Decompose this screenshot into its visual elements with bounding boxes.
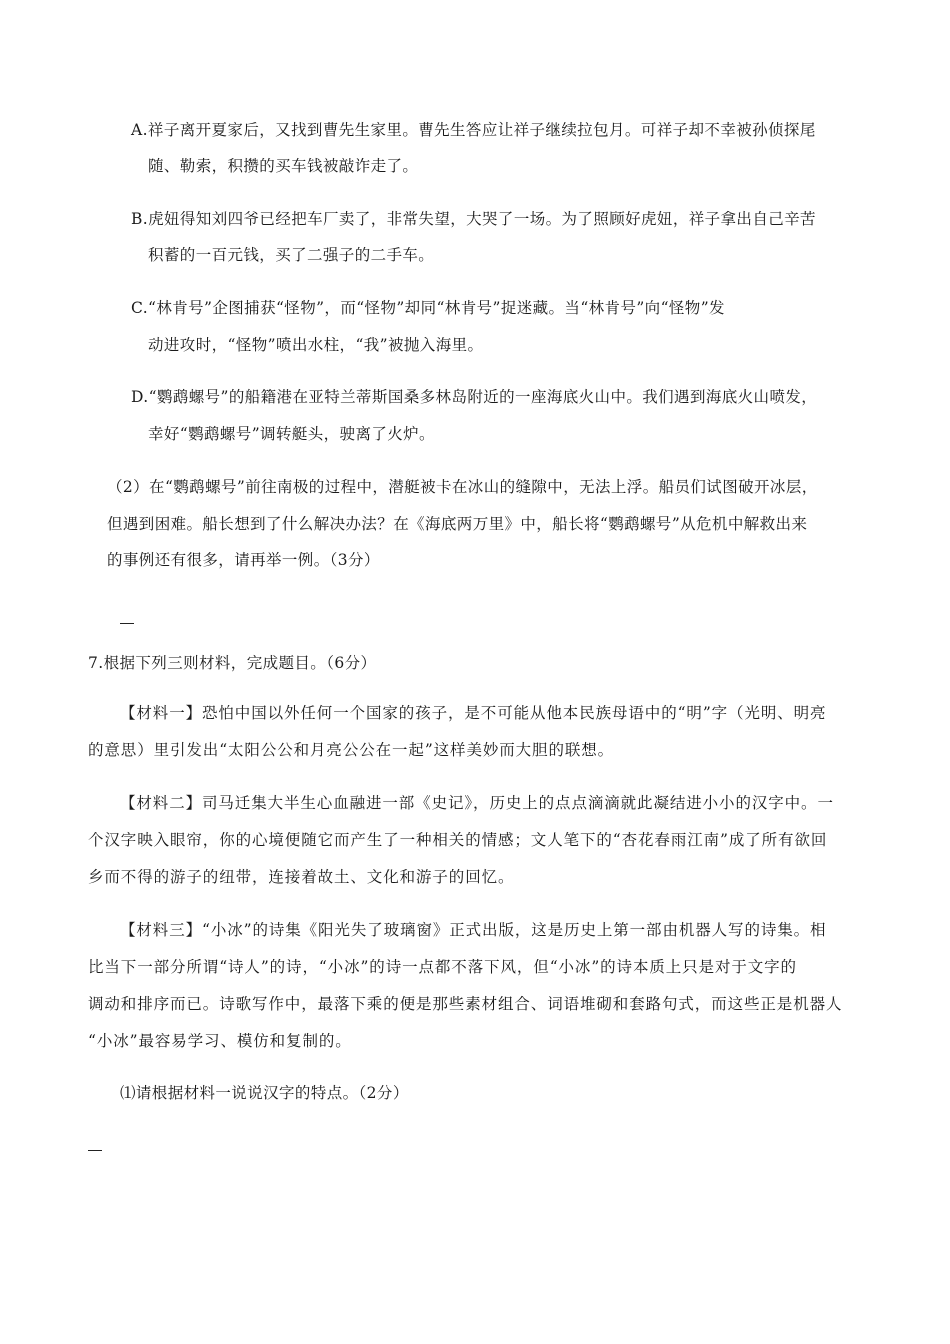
option-d-line1: D.“鹦鹉螺号”的船籍港在亚特兰蒂斯国桑多林岛附近的一座海底火山中。我们遇到海底火山喷发， bbox=[131, 388, 818, 406]
option-b-line1: B.虎妞得知刘四爷已经把车厂卖了，非常失望，大哭了一场。为了照顾好虎妞，祥子拿出自己辛苦 bbox=[131, 210, 816, 228]
material2-line2: 个汉字映入眼帘，你的心境便随它而产生了一种相关的情感；文人笔下的“杏花春雨江南”成了所有欲回 bbox=[88, 831, 828, 849]
option-c-line2: 动进攻时，“怪物”喷出水柱，“我”被抛入海里。 bbox=[148, 336, 484, 354]
material2-line3: 乡而不得的游子的纽带，连接着故土、文化和游子的回忆。 bbox=[88, 868, 515, 886]
material3-line1: 【材料三】“小冰”的诗集《阳光失了玻璃窗》正式出版，这是历史上第一部由机器人写的诗集。相 bbox=[120, 921, 827, 939]
q6-sub2-line2: 但遇到困难。船长想到了什么解决办法？在《海底两万里》中，船长将“鹦鹉螺号”从危机中解救出来 bbox=[107, 515, 808, 533]
answer-blank-q6[interactable] bbox=[120, 623, 134, 624]
material2-line1: 【材料二】司马迁集大半生心血融进一部《史记》，历史上的点点滴滴就此凝结进小小的汉字中。一 bbox=[120, 794, 834, 812]
q7-heading: 7.根据下列三则材料，完成题目。（6分） bbox=[88, 654, 377, 672]
q6-sub2-line1: （2）在“鹦鹉螺号”前往南极的过程中，潜艇被卡在冰山的缝隙中，无法上浮。船员们试图破开冰层， bbox=[107, 478, 818, 496]
option-a-line1: A.祥子离开夏家后，又找到曹先生家里。曹先生答应让祥子继续拉包月。可祥子却不幸被孙侦探尾 bbox=[131, 121, 816, 139]
material1-line2: 的意思）里引发出“太阳公公和月亮公公在一起”这样美妙而大胆的联想。 bbox=[88, 741, 615, 759]
q7-sub1: ⑴请根据材料一说说汉字的特点。（2分） bbox=[120, 1084, 409, 1102]
option-b-line2: 积蓄的一百元钱，买了二强子的二手车。 bbox=[148, 246, 435, 264]
material3-line3: 调动和排序而已。诗歌写作中，最落下乘的便是那些素材组合、词语堆砌和套路句式，而这些正是机器人 bbox=[88, 995, 843, 1013]
option-d-line2: 幸好“鹦鹉螺号”调转艇头，驶离了火炉。 bbox=[148, 425, 435, 443]
material1-line1: 【材料一】恐怕中国以外任何一个国家的孩子，是不可能从他本民族母语中的“明”字（光明、明亮 bbox=[120, 704, 827, 722]
option-c-line1: C.“林肯号”企图捕获“怪物”，而“怪物”却同“林肯号”捉迷藏。当“林肯号”向“怪物”发 bbox=[131, 299, 725, 317]
material3-line4: “小冰”最容易学习、模仿和复制的。 bbox=[88, 1032, 352, 1050]
answer-blank-q7[interactable] bbox=[88, 1150, 102, 1151]
q6-sub2-line3: 的事例还有很多，请再举一例。（3分） bbox=[107, 551, 380, 569]
material3-line2: 比当下一部分所谓“诗人”的诗，“小冰”的诗一点都不落下风，但“小冰”的诗本质上只是对于文字的 bbox=[88, 958, 797, 976]
option-a-line2: 随、勒索，积攒的买车钱被敲诈走了。 bbox=[148, 157, 419, 175]
